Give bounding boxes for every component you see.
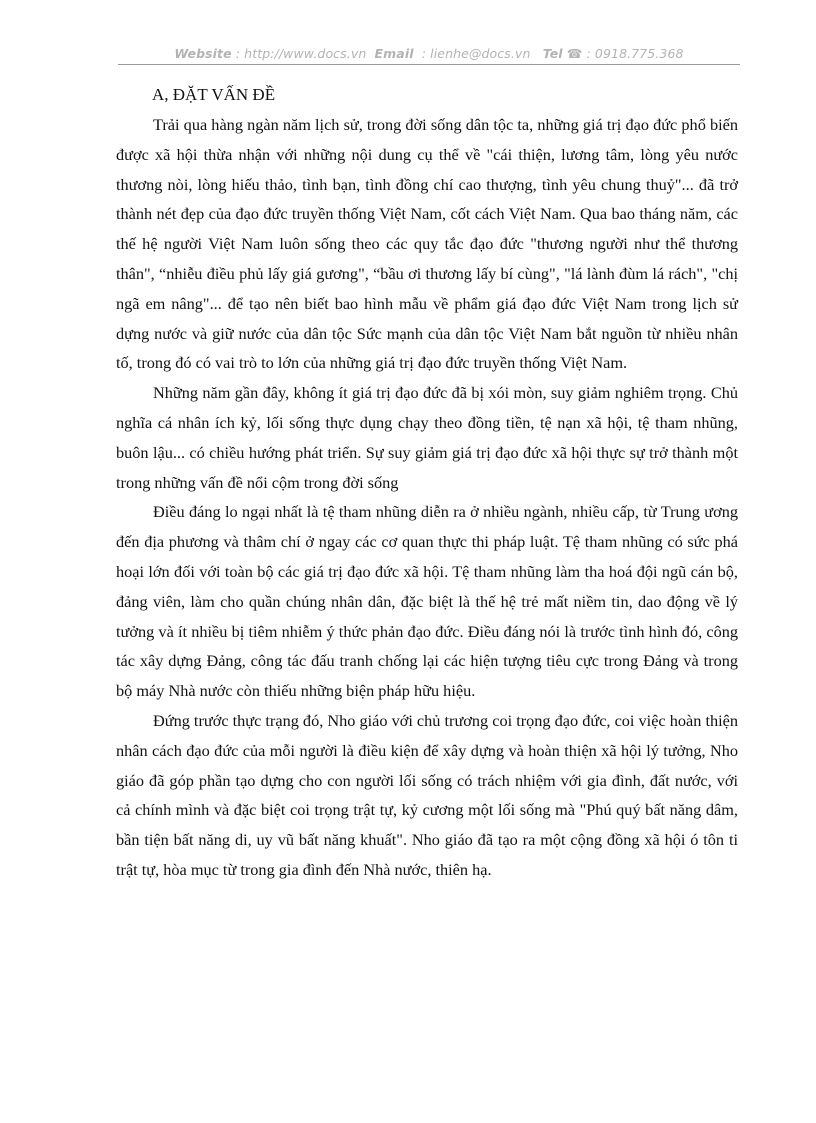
email-label: Email [374,46,414,61]
email-value[interactable]: : lienhe@docs.vn [421,46,531,61]
paragraph-4: Đứng trước thực trạng đó, Nho giáo với chủ trương coi trọng đạo đức, coi việc hoàn thiện nhân cách đạo đức của mỗi người là điều kiện để xây dựng và hoàn thiện xã hội lý tưởng, Nho giáo đã góp phần tạo dựng cho con người lối sống có trách nhiệm với gia đình, đất nước, với cả chính mình và đặc biệt coi trọng trật tự, kỷ cương một lối sống mà "Phú quý bất năng dâm, bần tiện bất năng di, uy vũ bất năng khuất". Nho giáo đã tạo ra một cộng đồng xã hội ó tôn ti trật tự, hòa mục từ trong gia đình đến Nhà nước, thiên hạ. [116,710,738,879]
phone-icon: ☎ [566,46,583,61]
paragraph-2: Những năm gần đây, không ít giá trị đạo đức đã bị xói mòn, suy giảm nghiêm trọng. Chủ nghĩa cá nhân ích kỷ, lối sống thực dụng chạy theo đồng tiền, tệ nạn xã hội, tệ tham nhũng, buôn lậu... có chiều hướng phát triển. Sự suy giảm giá trị đạo đức xã hội thực sự trở thành một trong những vấn đề nổi cộm trong đời sống [116,383,738,492]
paragraph-1: Trải qua hàng ngàn năm lịch sử, trong đời sống dân tộc ta, những giá trị đạo đức phổ biến được xã hội thừa nhận với những nội dung cụ thể về "cái thiện, lương tâm, lòng yêu nước thương nòi, lòng hiếu thảo, tình bạn, tình đồng chí cao thượng, tình yêu chung thuỷ"... đã trở thành nét đẹp của đạo đức truyền thống Việt Nam, cốt cách Việt Nam. Qua bao tháng năm, các thế hệ người Việt Nam luôn sống theo các quy tắc đạo đức "thương người như thể thương thân", “nhiễu điều phủ lấy giá gương", “bầu ơi thương lấy bí cùng", "lá lành đùm lá rách", "chị ngã em nâng"... để tạo nên biết bao hình mẫu về phẩm giá đạo đức Việt Nam trong lịch sử dựng nước và giữ nước của dân tộc Sức mạnh của dân tộc Việt Nam bắt nguồn từ nhiều nhân tố, trong đó có vai trò to lớn của những giá trị đạo đức truyền thống Việt Nam. [116,115,738,373]
website-label: Website [174,46,232,61]
tel-label: Tel [542,46,563,61]
document-body [116,80,738,885]
website-value[interactable]: : http://www.docs.vn [235,46,367,61]
paragraph-3: Điều đáng lo ngại nhất là tệ tham nhũng diễn ra ở nhiều ngành, nhiều cấp, từ Trung ương đến địa phương và thâm chí ở ngay các cơ quan thực thi pháp luật. Tệ tham nhũng có sức phá hoại lớn đối với toàn bộ các giá trị đạo đức xã hội. Tệ tham nhũng làm tha hoá đội ngũ cán bộ, đảng viên, làm cho quần chúng nhân dân, đặc biệt là thế hệ trẻ mất niềm tin, dao động về lý tưởng và ít nhiều bị tiêm nhiễm ý thức phản đạo đức. Điều đáng nói là trước tình hình đó, công tác xây dựng Đảng, công tác đấu tranh chống lại các hiện tượng tiêu cực trong Đảng và trong bộ máy Nhà nước còn thiếu những biện pháp hữu hiệu. [116,502,738,701]
section-heading: A, ĐẶT VẤN ĐỀ [152,85,276,104]
tel-value: : 0918.775.368 [586,46,684,61]
header-divider [118,64,740,65]
page-header [118,46,740,61]
